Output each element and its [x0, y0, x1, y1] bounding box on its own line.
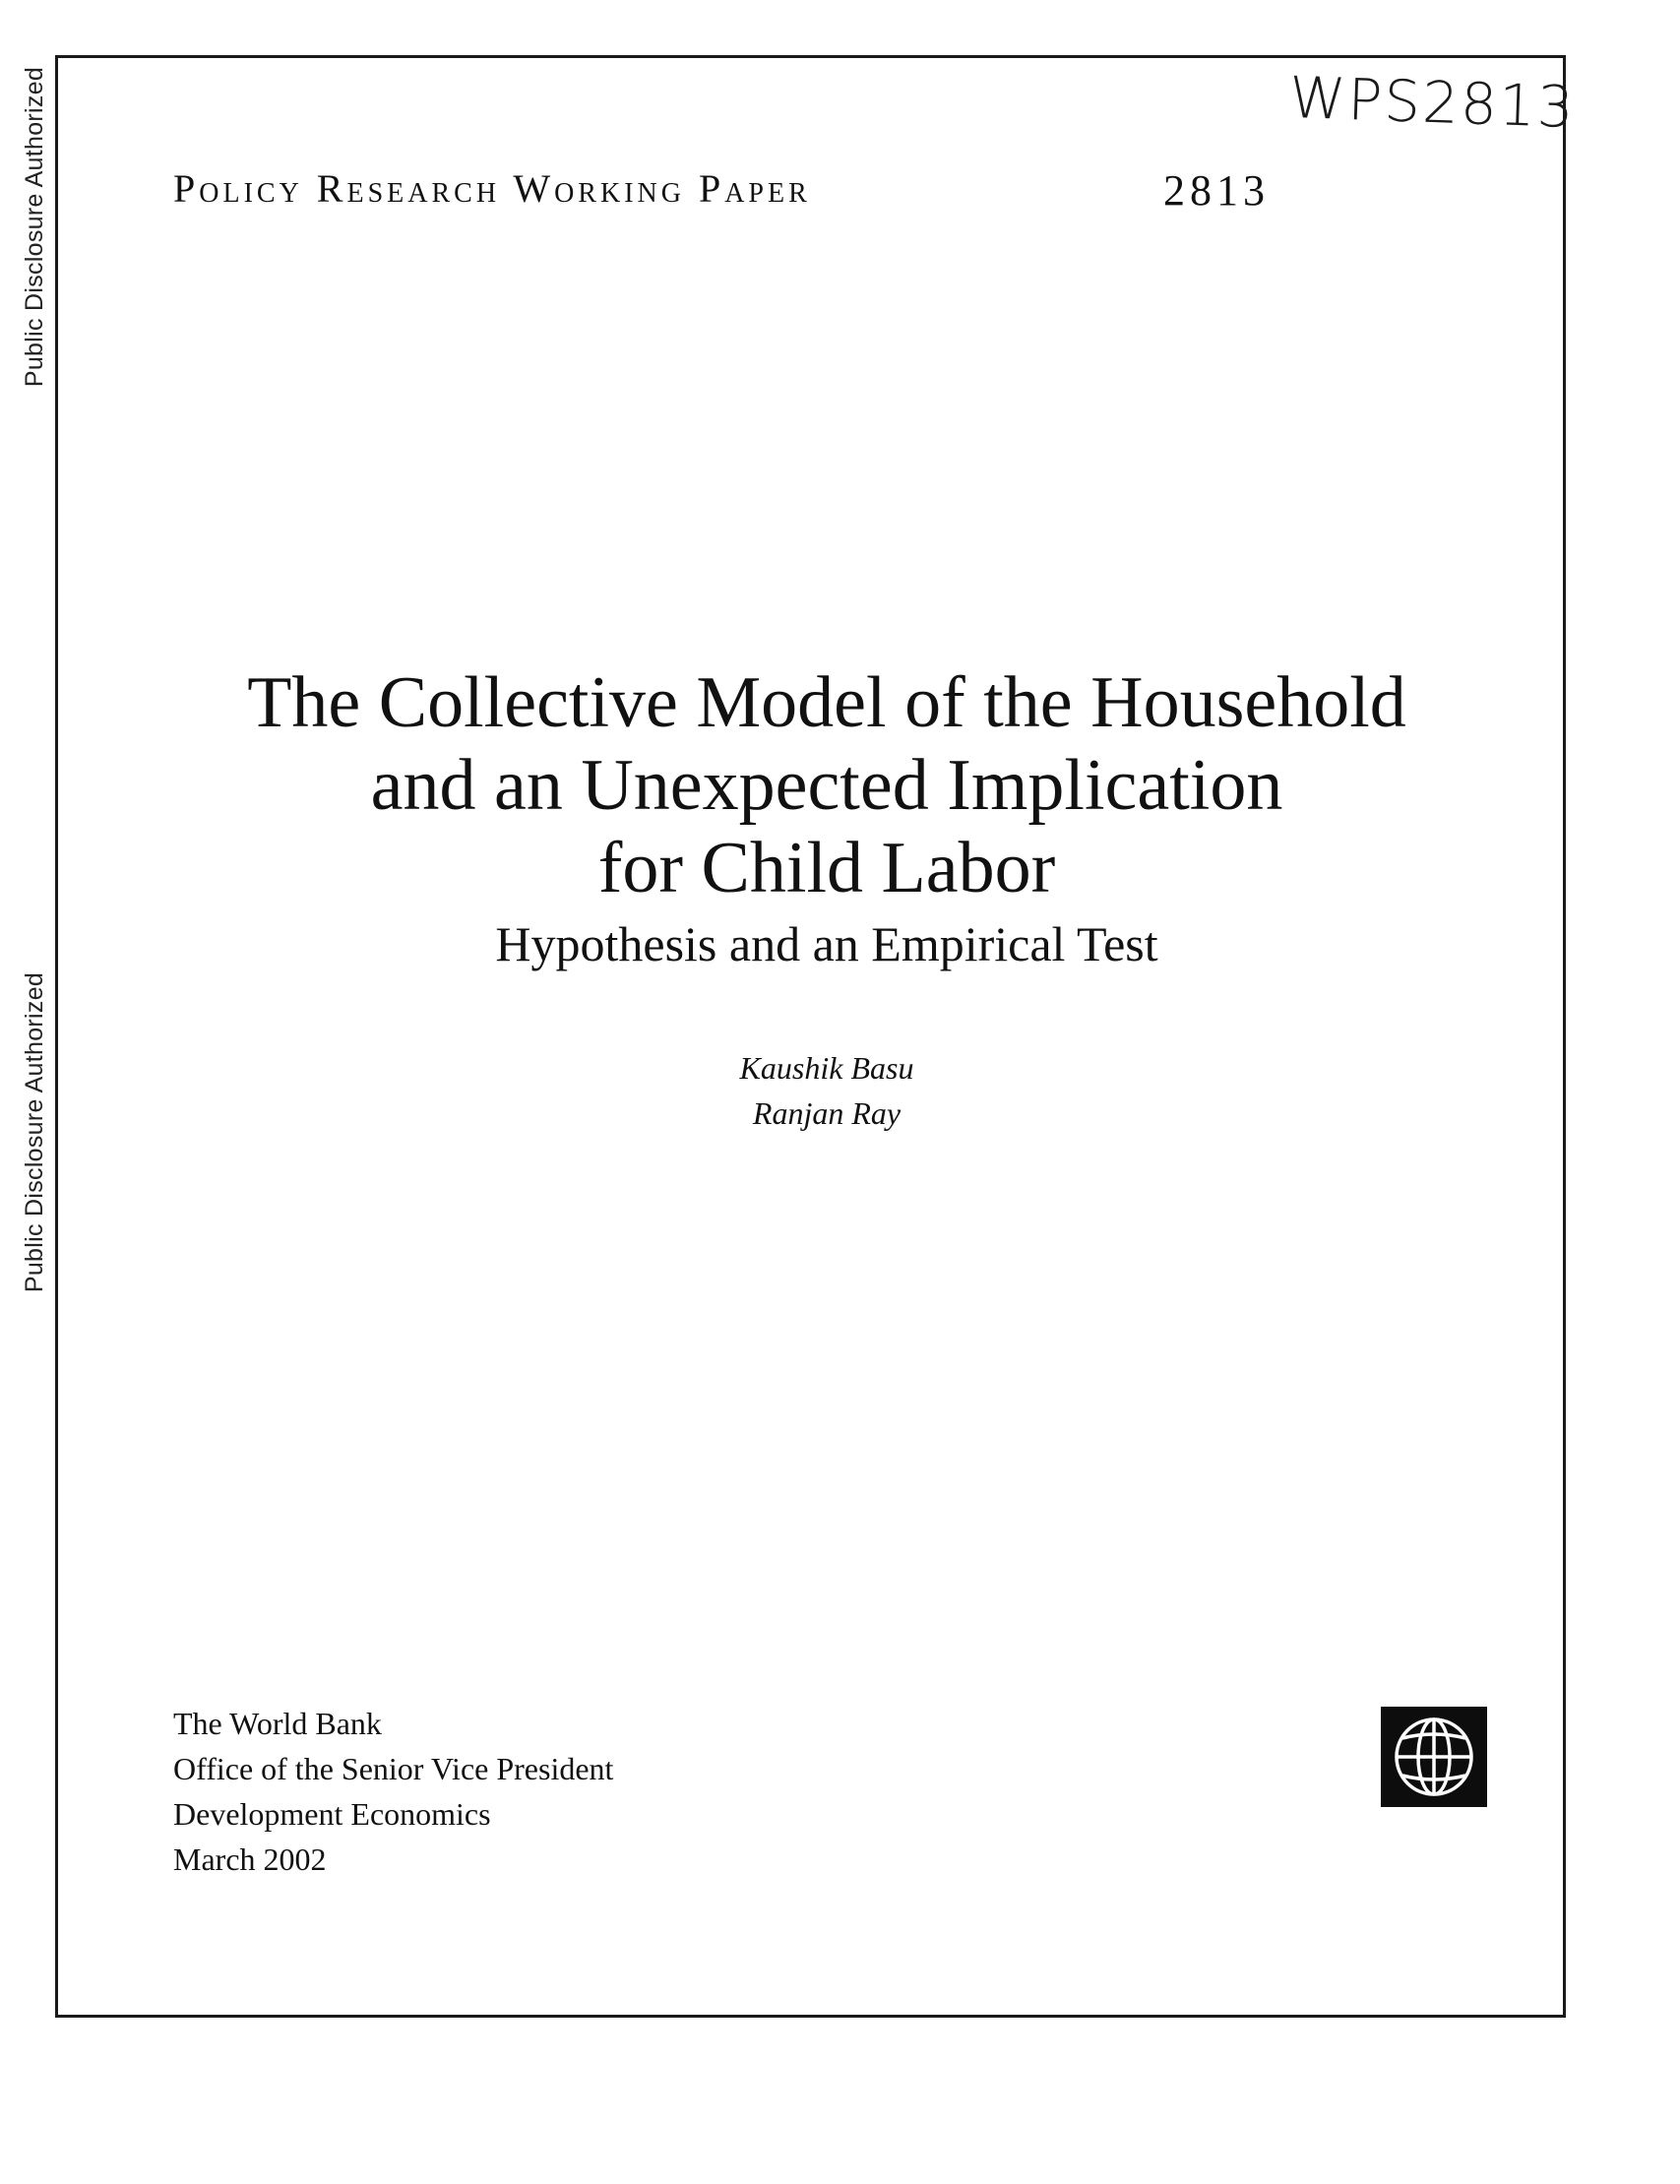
disclosure-stamp-bottom-text: Public Disclosure Authorized	[21, 971, 49, 1292]
author-name: Ranjan Ray	[752, 1095, 902, 1131]
series-header	[173, 165, 1305, 224]
handwritten-report-code: WPS2813	[1287, 63, 1577, 142]
series-title: Policy Research Working Paper	[173, 166, 811, 211]
document-subtitle: Hypothesis and an Empirical Test	[495, 916, 1158, 971]
publisher-department: Development Economics	[173, 1796, 491, 1832]
document-title	[118, 661, 1535, 909]
author-list	[118, 1045, 1535, 1136]
publisher-office: Office of the Senior Vice President	[173, 1751, 614, 1786]
world-bank-globe-icon	[1381, 1707, 1487, 1807]
publisher-organization: The World Bank	[173, 1706, 382, 1741]
series-number: 2813	[1163, 166, 1270, 215]
title-line-3: for Child Labor	[597, 827, 1056, 908]
publisher-block	[173, 1701, 613, 1882]
title-line-2: and an Unexpected Implication	[370, 744, 1283, 826]
disclosure-stamp-top-text: Public Disclosure Authorized	[21, 66, 49, 387]
title-line-1: The Collective Model of the Household	[247, 661, 1406, 743]
author-name: Kaushik Basu	[739, 1050, 914, 1086]
publication-date: March 2002	[173, 1841, 327, 1877]
